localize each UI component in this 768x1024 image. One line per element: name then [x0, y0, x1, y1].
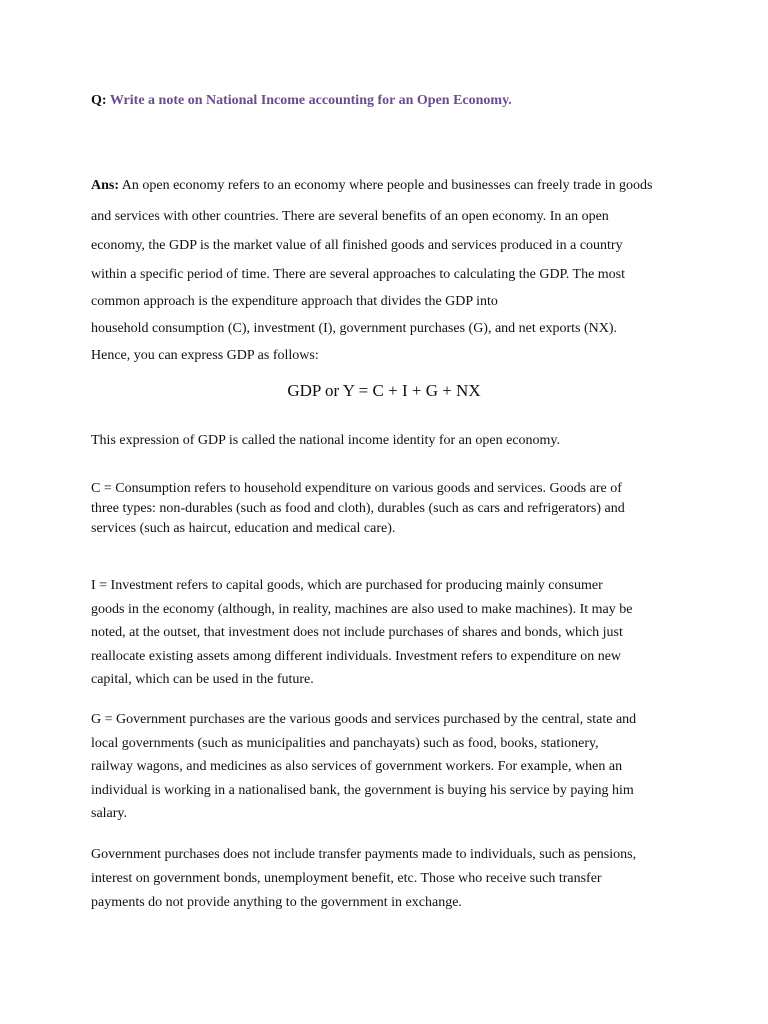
paragraph-line: reallocate existing assets among different individuals. Investment refers to expenditure on new [91, 648, 622, 664]
answer-line: Ans: An open economy refers to an economy where people and businesses can freely trade in goods [91, 178, 653, 193]
paragraph-line: noted, at the outset, that investment does not include purchases of shares and bonds, which just [91, 625, 623, 640]
paragraph-line: G = Government purchases are the various goods and services purchased by the central, state and [91, 712, 637, 727]
answer-paragraph [91, 170, 691, 261]
paragraph-line: C = Consumption refers to household expenditure on various goods and services. Goods are of [91, 481, 622, 496]
answer-line: common approach is the expenditure approach that divides the GDP into [91, 294, 498, 309]
gdp-formula: GDP or Y = C + I + G + NX [287, 381, 481, 400]
answer-line: and services with other countries. There are several benefits of an open economy. In an open [91, 209, 609, 224]
identity-note: This expression of GDP is called the national income identity for an open economy. [91, 433, 561, 448]
answer-paragraph-continued [91, 261, 691, 369]
paragraph-line: local governments (such as municipalities and panchayats) such as food, books, stationery, [91, 735, 599, 751]
answer-label: Ans: [91, 178, 120, 193]
paragraph-line: payments do not provide anything to the government in exchange. [91, 895, 462, 910]
transfer-paragraph [91, 843, 691, 915]
answer-line: household consumption (C), investment (I), government purchases (G), and net exports (NX). [91, 321, 618, 336]
paragraph-line: I = Investment refers to capital goods, which are purchased for producing mainly consumer [91, 578, 603, 593]
paragraph-line: railway wagons, and medicines as also services of government workers. For example, when an [91, 759, 623, 774]
question-heading [91, 93, 512, 109]
paragraph-line: interest on government bonds, unemployment benefit, etc. Those who receive such transfer [91, 871, 602, 886]
government-paragraph [91, 708, 691, 826]
answer-line: economy, the GDP is the market value of all finished goods and services produced in a country [91, 238, 623, 253]
paragraph-line: salary. [91, 806, 128, 821]
answer-line: within a specific period of time. There are several approaches to calculating the GDP. The most [91, 267, 626, 282]
paragraph-line: goods in the economy (although, in reality, machines are also used to make machines). It may be [91, 601, 633, 617]
paragraph-line: individual is working in a nationalised bank, the government is buying his service by paying him [91, 782, 634, 798]
investment-paragraph [91, 574, 691, 692]
answer-line: Hence, you can express GDP as follows: [91, 348, 319, 363]
paragraph-line: Government purchases does not include transfer payments made to individuals, such as pensions, [91, 847, 637, 862]
paragraph-line: services (such as haircut, education and medical care). [91, 521, 396, 536]
paragraph-line: three types: non-durables (such as food and cloth), durables (such as cars and refrigerators) and [91, 501, 625, 516]
question-prefix: Q: [91, 93, 107, 108]
paragraph-line: capital, which can be used in the future. [91, 672, 314, 687]
question-text: Write a note on National Income accounting for an Open Economy. [109, 93, 512, 108]
consumption-paragraph [91, 479, 691, 539]
